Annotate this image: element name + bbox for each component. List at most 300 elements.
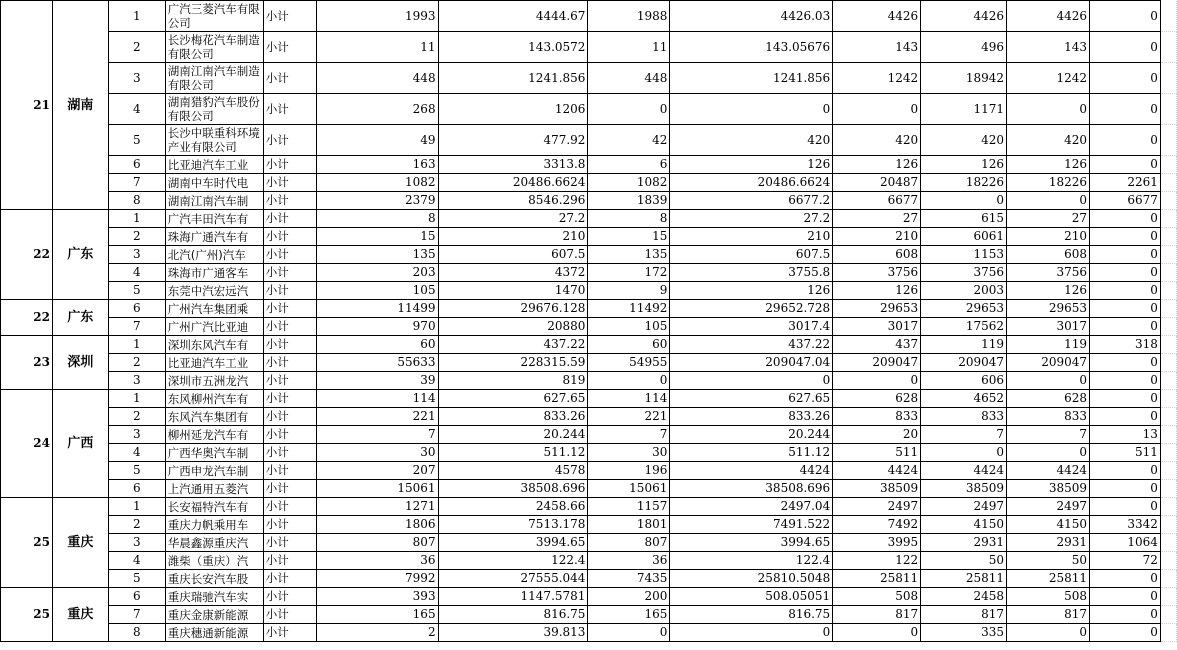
- value-cell-6[interactable]: 0: [921, 192, 1007, 210]
- value-cell-1[interactable]: 2: [316, 624, 438, 642]
- subtotal-label-cell[interactable]: 小计: [263, 498, 316, 516]
- value-cell-3[interactable]: 11: [588, 32, 670, 63]
- value-cell-6[interactable]: 4652: [921, 390, 1007, 408]
- value-cell-3[interactable]: 42: [588, 125, 670, 156]
- row-index-cell[interactable]: 5: [108, 570, 165, 588]
- value-cell-6[interactable]: 4424: [921, 462, 1007, 480]
- company-name-cell[interactable]: 重庆力帆乘用车: [165, 516, 263, 534]
- value-cell-4[interactable]: 126: [670, 282, 833, 300]
- company-name-cell[interactable]: 重庆金康新能源: [165, 606, 263, 624]
- empty-cell[interactable]: [1160, 318, 1176, 336]
- empty-cell[interactable]: [1160, 426, 1176, 444]
- value-cell-2[interactable]: 39.813: [438, 624, 588, 642]
- value-cell-6[interactable]: 1153: [921, 246, 1007, 264]
- subtotal-label-cell[interactable]: 小计: [263, 300, 316, 318]
- subtotal-label-cell[interactable]: 小计: [263, 264, 316, 282]
- empty-cell[interactable]: [1160, 462, 1176, 480]
- row-index-cell[interactable]: 7: [108, 318, 165, 336]
- value-cell-3[interactable]: 1988: [588, 1, 670, 32]
- value-cell-8[interactable]: 0: [1090, 624, 1161, 642]
- row-index-cell[interactable]: 6: [108, 300, 165, 318]
- value-cell-8[interactable]: 0: [1090, 1, 1161, 32]
- row-index-cell[interactable]: 1: [108, 1, 165, 32]
- company-name-cell[interactable]: 柳州延龙汽车有: [165, 426, 263, 444]
- value-cell-8[interactable]: 2261: [1090, 174, 1161, 192]
- value-cell-1[interactable]: 105: [316, 282, 438, 300]
- company-name-cell[interactable]: 广州广汽比亚迪: [165, 318, 263, 336]
- value-cell-4[interactable]: 38508.696: [670, 480, 833, 498]
- value-cell-5[interactable]: 508: [833, 588, 921, 606]
- value-cell-3[interactable]: 6: [588, 156, 670, 174]
- empty-cell[interactable]: [1160, 228, 1176, 246]
- province-cell[interactable]: 湖南: [52, 1, 108, 210]
- company-name-cell[interactable]: 广汽三菱汽车有限公司: [165, 1, 263, 32]
- empty-cell[interactable]: [1160, 264, 1176, 282]
- value-cell-2[interactable]: 607.5: [438, 246, 588, 264]
- value-cell-5[interactable]: 2497: [833, 498, 921, 516]
- province-cell[interactable]: 广东: [52, 300, 108, 336]
- subtotal-label-cell[interactable]: 小计: [263, 408, 316, 426]
- province-cell[interactable]: 广西: [52, 390, 108, 498]
- value-cell-1[interactable]: 36: [316, 552, 438, 570]
- value-cell-2[interactable]: 20486.6624: [438, 174, 588, 192]
- value-cell-3[interactable]: 221: [588, 408, 670, 426]
- value-cell-5[interactable]: 6677: [833, 192, 921, 210]
- value-cell-2[interactable]: 27.2: [438, 210, 588, 228]
- value-cell-3[interactable]: 8: [588, 210, 670, 228]
- value-cell-7[interactable]: 0: [1007, 192, 1090, 210]
- row-index-cell[interactable]: 6: [108, 480, 165, 498]
- company-name-cell[interactable]: 长沙梅花汽车制造有限公司: [165, 32, 263, 63]
- value-cell-5[interactable]: 25811: [833, 570, 921, 588]
- value-cell-3[interactable]: 200: [588, 588, 670, 606]
- value-cell-3[interactable]: 807: [588, 534, 670, 552]
- value-cell-7[interactable]: 38509: [1007, 480, 1090, 498]
- value-cell-6[interactable]: 50: [921, 552, 1007, 570]
- value-cell-7[interactable]: 0: [1007, 444, 1090, 462]
- subtotal-label-cell[interactable]: 小计: [263, 390, 316, 408]
- province-cell[interactable]: 重庆: [52, 588, 108, 642]
- empty-cell[interactable]: [1160, 354, 1176, 372]
- row-index-cell[interactable]: 6: [108, 156, 165, 174]
- row-index-cell[interactable]: 7: [108, 174, 165, 192]
- province-cell[interactable]: 重庆: [52, 498, 108, 588]
- value-cell-3[interactable]: 0: [588, 372, 670, 390]
- company-name-cell[interactable]: 广西申龙汽车制: [165, 462, 263, 480]
- value-cell-7[interactable]: 608: [1007, 246, 1090, 264]
- value-cell-4[interactable]: 25810.5048: [670, 570, 833, 588]
- value-cell-8[interactable]: 0: [1090, 125, 1161, 156]
- value-cell-3[interactable]: 7: [588, 426, 670, 444]
- value-cell-5[interactable]: 1242: [833, 63, 921, 94]
- subtotal-label-cell[interactable]: 小计: [263, 624, 316, 642]
- row-index-cell[interactable]: 2: [108, 516, 165, 534]
- value-cell-1[interactable]: 393: [316, 588, 438, 606]
- subtotal-label-cell[interactable]: 小计: [263, 1, 316, 32]
- value-cell-6[interactable]: 3756: [921, 264, 1007, 282]
- value-cell-7[interactable]: 3017: [1007, 318, 1090, 336]
- row-index-cell[interactable]: 1: [108, 336, 165, 354]
- subtotal-label-cell[interactable]: 小计: [263, 570, 316, 588]
- value-cell-3[interactable]: 15061: [588, 480, 670, 498]
- empty-cell[interactable]: [1160, 336, 1176, 354]
- value-cell-6[interactable]: 496: [921, 32, 1007, 63]
- value-cell-6[interactable]: 615: [921, 210, 1007, 228]
- subtotal-label-cell[interactable]: 小计: [263, 354, 316, 372]
- value-cell-3[interactable]: 1082: [588, 174, 670, 192]
- row-index-cell[interactable]: 3: [108, 63, 165, 94]
- value-cell-2[interactable]: 1147.5781: [438, 588, 588, 606]
- value-cell-2[interactable]: 210: [438, 228, 588, 246]
- value-cell-2[interactable]: 833.26: [438, 408, 588, 426]
- subtotal-label-cell[interactable]: 小计: [263, 444, 316, 462]
- value-cell-1[interactable]: 807: [316, 534, 438, 552]
- value-cell-8[interactable]: 0: [1090, 606, 1161, 624]
- subtotal-label-cell[interactable]: 小计: [263, 426, 316, 444]
- empty-cell[interactable]: [1160, 1, 1176, 32]
- value-cell-8[interactable]: 0: [1090, 210, 1161, 228]
- company-name-cell[interactable]: 长安福特汽车有: [165, 498, 263, 516]
- company-name-cell[interactable]: 深圳东风汽车有: [165, 336, 263, 354]
- value-cell-8[interactable]: 0: [1090, 264, 1161, 282]
- value-cell-7[interactable]: 833: [1007, 408, 1090, 426]
- value-cell-5[interactable]: 437: [833, 336, 921, 354]
- row-index-cell[interactable]: 3: [108, 426, 165, 444]
- value-cell-5[interactable]: 420: [833, 125, 921, 156]
- value-cell-7[interactable]: 126: [1007, 282, 1090, 300]
- company-name-cell[interactable]: 珠海市广通客车: [165, 264, 263, 282]
- row-index-cell[interactable]: 8: [108, 192, 165, 210]
- value-cell-7[interactable]: 27: [1007, 210, 1090, 228]
- region-seq-cell[interactable]: 25: [1, 498, 53, 588]
- company-name-cell[interactable]: 东风柳州汽车有: [165, 390, 263, 408]
- value-cell-8[interactable]: 1064: [1090, 534, 1161, 552]
- subtotal-label-cell[interactable]: 小计: [263, 516, 316, 534]
- empty-cell[interactable]: [1160, 516, 1176, 534]
- subtotal-label-cell[interactable]: 小计: [263, 534, 316, 552]
- company-name-cell[interactable]: 珠海广通汽车有: [165, 228, 263, 246]
- value-cell-5[interactable]: 0: [833, 624, 921, 642]
- subtotal-label-cell[interactable]: 小计: [263, 210, 316, 228]
- value-cell-6[interactable]: 17562: [921, 318, 1007, 336]
- value-cell-5[interactable]: 7492: [833, 516, 921, 534]
- value-cell-8[interactable]: 0: [1090, 390, 1161, 408]
- company-name-cell[interactable]: 重庆长安汽车股: [165, 570, 263, 588]
- row-index-cell[interactable]: 3: [108, 372, 165, 390]
- subtotal-label-cell[interactable]: 小计: [263, 156, 316, 174]
- value-cell-5[interactable]: 126: [833, 156, 921, 174]
- region-seq-cell[interactable]: 22: [1, 300, 53, 336]
- value-cell-6[interactable]: 817: [921, 606, 1007, 624]
- subtotal-label-cell[interactable]: 小计: [263, 462, 316, 480]
- empty-cell[interactable]: [1160, 174, 1176, 192]
- value-cell-6[interactable]: 119: [921, 336, 1007, 354]
- company-name-cell[interactable]: 上汽通用五菱汽: [165, 480, 263, 498]
- value-cell-2[interactable]: 122.4: [438, 552, 588, 570]
- row-index-cell[interactable]: 7: [108, 606, 165, 624]
- value-cell-6[interactable]: 2458: [921, 588, 1007, 606]
- row-index-cell[interactable]: 4: [108, 444, 165, 462]
- empty-cell[interactable]: [1160, 156, 1176, 174]
- value-cell-7[interactable]: 1242: [1007, 63, 1090, 94]
- value-cell-8[interactable]: 0: [1090, 228, 1161, 246]
- region-seq-cell[interactable]: 22: [1, 210, 53, 300]
- value-cell-8[interactable]: 0: [1090, 94, 1161, 125]
- value-cell-2[interactable]: 1470: [438, 282, 588, 300]
- value-cell-8[interactable]: 0: [1090, 63, 1161, 94]
- value-cell-6[interactable]: 4426: [921, 1, 1007, 32]
- value-cell-7[interactable]: 4150: [1007, 516, 1090, 534]
- value-cell-7[interactable]: 3756: [1007, 264, 1090, 282]
- company-name-cell[interactable]: 北汽(广州)汽车: [165, 246, 263, 264]
- value-cell-1[interactable]: 1806: [316, 516, 438, 534]
- value-cell-8[interactable]: 0: [1090, 32, 1161, 63]
- value-cell-5[interactable]: 20: [833, 426, 921, 444]
- region-seq-cell[interactable]: 21: [1, 1, 53, 210]
- province-cell[interactable]: 深圳: [52, 336, 108, 390]
- empty-cell[interactable]: [1160, 32, 1176, 63]
- subtotal-label-cell[interactable]: 小计: [263, 372, 316, 390]
- value-cell-4[interactable]: 210: [670, 228, 833, 246]
- value-cell-5[interactable]: 3756: [833, 264, 921, 282]
- value-cell-1[interactable]: 49: [316, 125, 438, 156]
- value-cell-2[interactable]: 3313.8: [438, 156, 588, 174]
- company-name-cell[interactable]: 长沙中联重科环境产业有限公司: [165, 125, 263, 156]
- empty-cell[interactable]: [1160, 282, 1176, 300]
- empty-cell[interactable]: [1160, 210, 1176, 228]
- value-cell-2[interactable]: 816.75: [438, 606, 588, 624]
- value-cell-6[interactable]: 833: [921, 408, 1007, 426]
- value-cell-6[interactable]: 38509: [921, 480, 1007, 498]
- value-cell-7[interactable]: 0: [1007, 624, 1090, 642]
- value-cell-3[interactable]: 105: [588, 318, 670, 336]
- value-cell-8[interactable]: 0: [1090, 354, 1161, 372]
- value-cell-6[interactable]: 209047: [921, 354, 1007, 372]
- row-index-cell[interactable]: 2: [108, 408, 165, 426]
- value-cell-6[interactable]: 7: [921, 426, 1007, 444]
- value-cell-5[interactable]: 126: [833, 282, 921, 300]
- value-cell-7[interactable]: 143: [1007, 32, 1090, 63]
- value-cell-1[interactable]: 8: [316, 210, 438, 228]
- value-cell-4[interactable]: 833.26: [670, 408, 833, 426]
- value-cell-5[interactable]: 0: [833, 372, 921, 390]
- value-cell-4[interactable]: 3017.4: [670, 318, 833, 336]
- value-cell-2[interactable]: 4444.67: [438, 1, 588, 32]
- value-cell-7[interactable]: 209047: [1007, 354, 1090, 372]
- value-cell-4[interactable]: 420: [670, 125, 833, 156]
- subtotal-label-cell[interactable]: 小计: [263, 174, 316, 192]
- value-cell-4[interactable]: 607.5: [670, 246, 833, 264]
- row-index-cell[interactable]: 3: [108, 534, 165, 552]
- value-cell-6[interactable]: 18942: [921, 63, 1007, 94]
- value-cell-3[interactable]: 1839: [588, 192, 670, 210]
- value-cell-1[interactable]: 60: [316, 336, 438, 354]
- value-cell-5[interactable]: 3017: [833, 318, 921, 336]
- value-cell-5[interactable]: 817: [833, 606, 921, 624]
- subtotal-label-cell[interactable]: 小计: [263, 192, 316, 210]
- row-index-cell[interactable]: 1: [108, 498, 165, 516]
- value-cell-8[interactable]: 13: [1090, 426, 1161, 444]
- value-cell-2[interactable]: 27555.044: [438, 570, 588, 588]
- empty-cell[interactable]: [1160, 624, 1176, 642]
- subtotal-label-cell[interactable]: 小计: [263, 228, 316, 246]
- value-cell-8[interactable]: 318: [1090, 336, 1161, 354]
- value-cell-6[interactable]: 2931: [921, 534, 1007, 552]
- value-cell-4[interactable]: 3994.65: [670, 534, 833, 552]
- value-cell-6[interactable]: 126: [921, 156, 1007, 174]
- value-cell-1[interactable]: 11: [316, 32, 438, 63]
- empty-cell[interactable]: [1160, 372, 1176, 390]
- empty-cell[interactable]: [1160, 63, 1176, 94]
- value-cell-3[interactable]: 165: [588, 606, 670, 624]
- value-cell-1[interactable]: 7992: [316, 570, 438, 588]
- value-cell-8[interactable]: 0: [1090, 156, 1161, 174]
- subtotal-label-cell[interactable]: 小计: [263, 480, 316, 498]
- value-cell-8[interactable]: 0: [1090, 570, 1161, 588]
- value-cell-8[interactable]: 72: [1090, 552, 1161, 570]
- row-index-cell[interactable]: 2: [108, 228, 165, 246]
- value-cell-4[interactable]: 7491.522: [670, 516, 833, 534]
- value-cell-7[interactable]: 210: [1007, 228, 1090, 246]
- value-cell-1[interactable]: 15: [316, 228, 438, 246]
- empty-cell[interactable]: [1160, 498, 1176, 516]
- value-cell-2[interactable]: 1241.856: [438, 63, 588, 94]
- value-cell-5[interactable]: 608: [833, 246, 921, 264]
- value-cell-7[interactable]: 4426: [1007, 1, 1090, 32]
- value-cell-6[interactable]: 2497: [921, 498, 1007, 516]
- value-cell-3[interactable]: 1157: [588, 498, 670, 516]
- value-cell-2[interactable]: 3994.65: [438, 534, 588, 552]
- value-cell-7[interactable]: 119: [1007, 336, 1090, 354]
- value-cell-6[interactable]: 4150: [921, 516, 1007, 534]
- value-cell-1[interactable]: 30: [316, 444, 438, 462]
- region-seq-cell[interactable]: 23: [1, 336, 53, 390]
- value-cell-2[interactable]: 477.92: [438, 125, 588, 156]
- value-cell-1[interactable]: 7: [316, 426, 438, 444]
- value-cell-7[interactable]: 0: [1007, 94, 1090, 125]
- value-cell-1[interactable]: 163: [316, 156, 438, 174]
- value-cell-4[interactable]: 209047.04: [670, 354, 833, 372]
- value-cell-2[interactable]: 20.244: [438, 426, 588, 444]
- value-cell-8[interactable]: 511: [1090, 444, 1161, 462]
- company-name-cell[interactable]: 广汽丰田汽车有: [165, 210, 263, 228]
- subtotal-label-cell[interactable]: 小计: [263, 125, 316, 156]
- value-cell-6[interactable]: 2003: [921, 282, 1007, 300]
- value-cell-3[interactable]: 54955: [588, 354, 670, 372]
- value-cell-8[interactable]: 0: [1090, 480, 1161, 498]
- value-cell-8[interactable]: 0: [1090, 246, 1161, 264]
- value-cell-1[interactable]: 15061: [316, 480, 438, 498]
- value-cell-7[interactable]: 817: [1007, 606, 1090, 624]
- value-cell-2[interactable]: 1206: [438, 94, 588, 125]
- value-cell-4[interactable]: 4424: [670, 462, 833, 480]
- company-name-cell[interactable]: 重庆瑞驰汽车实: [165, 588, 263, 606]
- value-cell-2[interactable]: 2458.66: [438, 498, 588, 516]
- value-cell-1[interactable]: 11499: [316, 300, 438, 318]
- empty-cell[interactable]: [1160, 480, 1176, 498]
- value-cell-3[interactable]: 30: [588, 444, 670, 462]
- region-seq-cell[interactable]: 24: [1, 390, 53, 498]
- empty-cell[interactable]: [1160, 408, 1176, 426]
- value-cell-4[interactable]: 0: [670, 372, 833, 390]
- value-cell-2[interactable]: 20880: [438, 318, 588, 336]
- value-cell-4[interactable]: 27.2: [670, 210, 833, 228]
- value-cell-7[interactable]: 29653: [1007, 300, 1090, 318]
- value-cell-1[interactable]: 2379: [316, 192, 438, 210]
- row-index-cell[interactable]: 6: [108, 588, 165, 606]
- value-cell-4[interactable]: 20.244: [670, 426, 833, 444]
- value-cell-1[interactable]: 114: [316, 390, 438, 408]
- subtotal-label-cell[interactable]: 小计: [263, 32, 316, 63]
- value-cell-6[interactable]: 1171: [921, 94, 1007, 125]
- value-cell-6[interactable]: 6061: [921, 228, 1007, 246]
- value-cell-3[interactable]: 1801: [588, 516, 670, 534]
- value-cell-6[interactable]: 25811: [921, 570, 1007, 588]
- value-cell-3[interactable]: 135: [588, 246, 670, 264]
- subtotal-label-cell[interactable]: 小计: [263, 246, 316, 264]
- value-cell-3[interactable]: 11492: [588, 300, 670, 318]
- value-cell-4[interactable]: 20486.6624: [670, 174, 833, 192]
- value-cell-8[interactable]: 0: [1090, 282, 1161, 300]
- value-cell-2[interactable]: 627.65: [438, 390, 588, 408]
- value-cell-7[interactable]: 2497: [1007, 498, 1090, 516]
- row-index-cell[interactable]: 5: [108, 125, 165, 156]
- value-cell-8[interactable]: 0: [1090, 372, 1161, 390]
- value-cell-5[interactable]: 0: [833, 94, 921, 125]
- value-cell-5[interactable]: 3995: [833, 534, 921, 552]
- row-index-cell[interactable]: 3: [108, 246, 165, 264]
- row-index-cell[interactable]: 2: [108, 354, 165, 372]
- empty-cell[interactable]: [1160, 94, 1176, 125]
- value-cell-4[interactable]: 0: [670, 624, 833, 642]
- value-cell-3[interactable]: 9: [588, 282, 670, 300]
- value-cell-3[interactable]: 36: [588, 552, 670, 570]
- value-cell-4[interactable]: 143.05676: [670, 32, 833, 63]
- company-name-cell[interactable]: 潍柴（重庆）汽: [165, 552, 263, 570]
- value-cell-1[interactable]: 448: [316, 63, 438, 94]
- value-cell-7[interactable]: 126: [1007, 156, 1090, 174]
- value-cell-7[interactable]: 508: [1007, 588, 1090, 606]
- row-index-cell[interactable]: 1: [108, 390, 165, 408]
- value-cell-4[interactable]: 4426.03: [670, 1, 833, 32]
- value-cell-3[interactable]: 448: [588, 63, 670, 94]
- value-cell-4[interactable]: 627.65: [670, 390, 833, 408]
- value-cell-5[interactable]: 628: [833, 390, 921, 408]
- company-name-cell[interactable]: 重庆穗通新能源: [165, 624, 263, 642]
- province-cell[interactable]: 广东: [52, 210, 108, 300]
- value-cell-1[interactable]: 268: [316, 94, 438, 125]
- empty-cell[interactable]: [1160, 534, 1176, 552]
- company-name-cell[interactable]: 深圳市五洲龙汽: [165, 372, 263, 390]
- value-cell-2[interactable]: 437.22: [438, 336, 588, 354]
- value-cell-7[interactable]: 0: [1007, 372, 1090, 390]
- value-cell-3[interactable]: 114: [588, 390, 670, 408]
- value-cell-3[interactable]: 0: [588, 624, 670, 642]
- value-cell-8[interactable]: 0: [1090, 408, 1161, 426]
- value-cell-2[interactable]: 7513.178: [438, 516, 588, 534]
- value-cell-6[interactable]: 335: [921, 624, 1007, 642]
- value-cell-8[interactable]: 6677: [1090, 192, 1161, 210]
- value-cell-2[interactable]: 29676.128: [438, 300, 588, 318]
- value-cell-1[interactable]: 55633: [316, 354, 438, 372]
- row-index-cell[interactable]: 1: [108, 210, 165, 228]
- subtotal-label-cell[interactable]: 小计: [263, 606, 316, 624]
- value-cell-7[interactable]: 2931: [1007, 534, 1090, 552]
- empty-cell[interactable]: [1160, 588, 1176, 606]
- value-cell-2[interactable]: 228315.59: [438, 354, 588, 372]
- empty-cell[interactable]: [1160, 552, 1176, 570]
- value-cell-2[interactable]: 4372: [438, 264, 588, 282]
